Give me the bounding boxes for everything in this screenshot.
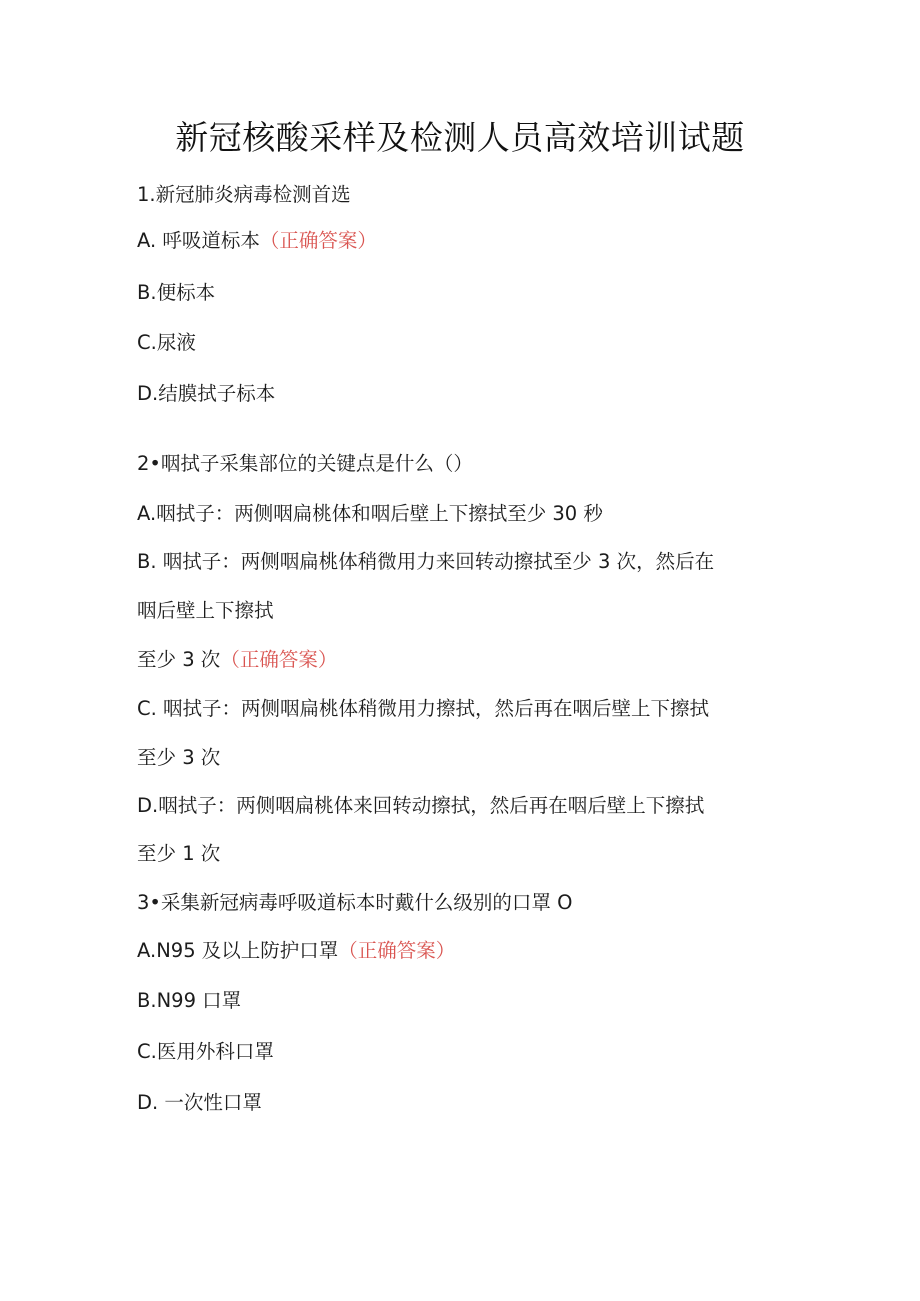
question-3-option-a: A.N95 及以上防护口罩（正确答案） (137, 939, 456, 962)
correct-answer-tag: （正确答案） (259, 229, 377, 252)
correct-answer-tag: （正确答案） (220, 648, 338, 671)
question-1-stem: 1.新冠肺炎病毒检测首选 (137, 183, 351, 206)
question-2-option-d-cont: 至少 1 次 (137, 842, 221, 865)
question-2-option-b-end: 至少 3 次（正确答案） (137, 648, 338, 671)
question-2-option-c: C. 咽拭子：两侧咽扁桃体稍微用力擦拭，然后再在咽后壁上下擦拭 (137, 697, 710, 720)
question-2-stem: 2•咽拭子采集部位的关键点是什么（） (137, 452, 473, 475)
page-title: 新冠核酸采样及检测人员高效培训试题 (175, 118, 745, 157)
correct-answer-tag: （正确答案） (338, 939, 456, 962)
question-3-option-d: D. 一次性口罩 (137, 1091, 262, 1114)
question-1-option-a: A. 呼吸道标本（正确答案） (137, 229, 377, 252)
question-2-option-c-cont: 至少 3 次 (137, 746, 221, 769)
question-3-option-b: B.N99 口罩 (137, 989, 242, 1012)
question-1-option-b: B.便标本 (137, 281, 216, 304)
question-2-option-b-cont: 咽后壁上下擦拭 (137, 599, 274, 622)
question-2-option-b: B. 咽拭子：两侧咽扁桃体稍微用力来回转动擦拭至少 3 次，然后在 (137, 550, 715, 573)
question-1-option-c: C.尿液 (137, 331, 196, 354)
question-2-option-d: D.咽拭子：两侧咽扁桃体来回转动擦拭，然后再在咽后壁上下擦拭 (137, 794, 705, 817)
question-2-option-a: A.咽拭子：两侧咽扁桃体和咽后壁上下擦拭至少 30 秒 (137, 502, 603, 525)
question-3-stem: 3•采集新冠病毒呼吸道标本时戴什么级别的口罩 O (137, 891, 573, 914)
question-3-option-c: C.医用外科口罩 (137, 1040, 274, 1063)
question-1-option-d: D.结膜拭子标本 (137, 382, 276, 405)
